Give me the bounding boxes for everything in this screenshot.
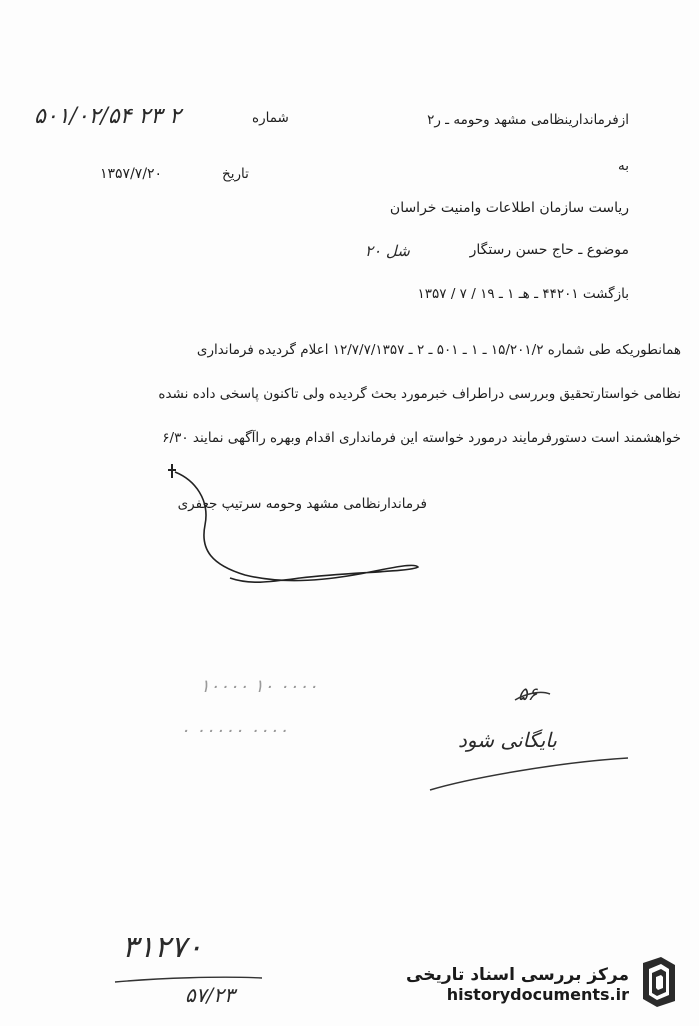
watermark-title: مرکز بررسی اسناد تاریخی xyxy=(406,965,629,985)
to-label: به xyxy=(618,158,629,174)
sender-line: ازفرماندارینظامی مشهد وحومه ـ ر۲ xyxy=(427,112,629,128)
subject-line: موضوع ـ حاج حسن رستگار xyxy=(469,242,629,258)
faint-note-line-1: ۱۰۰۰۰ ۱۰ ۰۰۰۰ xyxy=(200,676,318,697)
number-label: شماره xyxy=(252,110,289,126)
watermark-url: historydocuments.ir xyxy=(446,985,629,1004)
watermark xyxy=(406,955,681,1014)
body-line-1: همانطوریکه طی شماره ۱۵/۲۰۱/۲ ـ ۱ ـ ۵۰۱ ـ ۲ ـ ۱۲/۷/۷/۱۳۵۷ اعلام گردیده فرماندارى xyxy=(196,342,681,358)
date-value: ۱۳۵۷/۷/۲۰ xyxy=(100,166,163,182)
signature-title: فرماندارنظامی مشهد وحومه سرتیپ جعفری xyxy=(177,496,427,512)
date-label: تاریخ xyxy=(222,166,249,182)
document-number: ۵۰۱/۰۲/۵۴ ۲۳ ۲ xyxy=(34,104,181,129)
reference-line: بازگشت ۴۴۲۰۱ ـ هـ ۱ ـ ۱۹ / ۷ / ۱۳۵۷ xyxy=(417,286,629,302)
faint-note-line-2: ۰ ۰۰۰۰۰ ۰۰۰۰ xyxy=(180,720,289,741)
archive-number-sub: ۵۷/۲۳ xyxy=(185,983,235,1007)
handwritten-note-top: ۵۶ xyxy=(518,684,538,705)
subject-handwritten-note: شل ۲۰ xyxy=(365,242,410,260)
body-line-3: خواهشمند است دستورفرمایند درمورد خواسته این فرمانداری اقدام وبهره راآگهی نمایند ۶/۳۰ xyxy=(162,430,681,446)
body-line-2: نظامی خواستارتحقیق وبررسی دراطراف خبرمورد بحث گردیده ولی تاکنون پاسخی داده نشده xyxy=(158,386,681,402)
archive-logo-icon xyxy=(637,955,681,1014)
handwritten-note-main: بایگانی شود xyxy=(458,728,557,752)
archive-number: ۳۱۲۷۰ xyxy=(122,930,203,965)
recipient-line: ریاست سازمان اطلاعات وامنیت خراسان xyxy=(389,200,629,216)
